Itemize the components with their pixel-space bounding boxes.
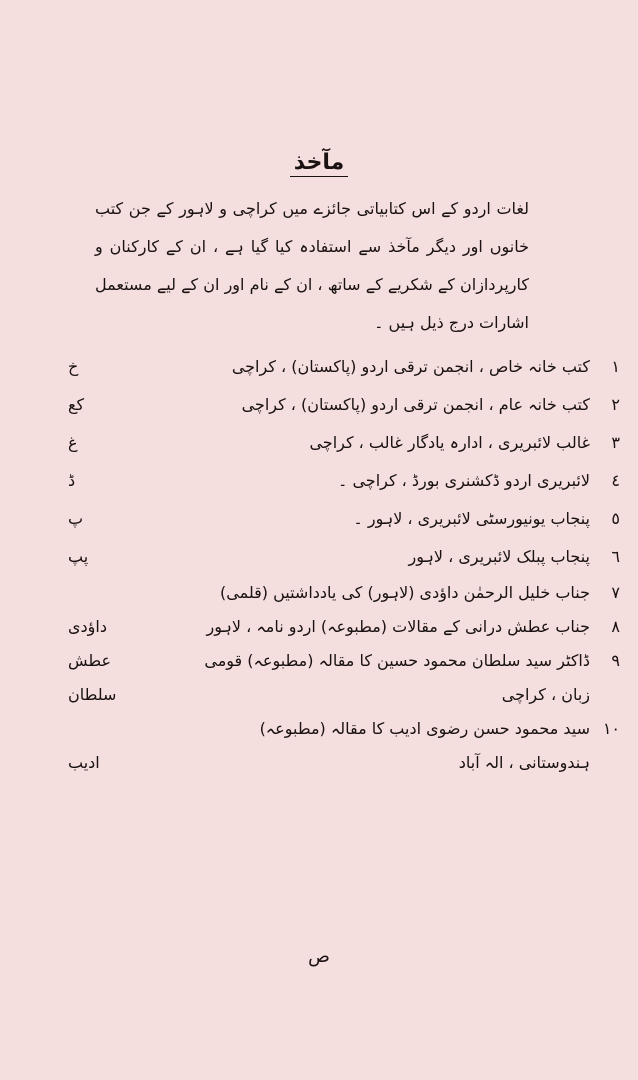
source-entry-8 [60,610,620,670]
entry-text: لائبریری اردو ڈکشنری بورڈ ، کراچی ۔ [338,471,590,490]
entry-number: ٤ [611,471,620,490]
entry-abbreviation: غ [68,433,78,452]
intro-text: لغات اردو کے اس کتابیاتی جائزے میں کراچی و لاہور کے جن کتب خانوں اور دیگر مآخذ سے استفادہ کیا گیا ہے ، ان کے کارکنان و کارپردازان کے شکریے کے ساتھ ، ان کے نام اور ان کے لیے مستعمل اشارات درج ذیل ہیں ۔ [95,199,529,332]
entry-text: غالب لائبریری ، ادارہ یادگار غالب ، کراچی [309,433,590,452]
entry-abbreviation: داؤدی [68,617,107,636]
source-entry-3 [60,424,620,462]
source-entry-9 [60,644,620,712]
entry-abbreviation: خ [68,357,79,376]
entry-number: ٦ [611,547,620,566]
intro-paragraph [95,190,565,342]
page-folio: ص [308,946,330,967]
source-entry-10 [60,712,620,780]
source-entry-5 [60,500,620,538]
entry-abbreviation: سلطان [68,685,117,704]
source-entry-1 [60,348,620,386]
entry-number: ٢ [611,395,620,414]
entry-number: ٥ [611,509,620,528]
entry-abbreviation: پپ [68,547,89,566]
entry-text: کتب خانہ خاص ، انجمن ترقی اردو (پاکستان) ، کراچی [231,357,590,376]
entry-text: ڈاکٹر سید سلطان محمود حسین کا مقالہ (مطبوعہ) قومی زبان ، کراچی [204,651,590,704]
entry-abbreviation: پ [68,509,84,528]
entry-text: جناب عطش درانی کے مقالات (مطبوعہ) اردو نامہ ، لاہور [206,617,590,636]
entry-abbreviation: عطش [68,651,112,670]
entry-abbreviation: ڈ [68,471,76,490]
entry-text: پنجاب یونیورسٹی لائبریری ، لاہور ۔ [353,509,590,528]
entry-text: پنجاب پبلک لائبریری ، لاہور [408,547,590,566]
entry-number: ١ [611,357,620,376]
entry-abbreviation: کع [68,395,85,414]
entry-text: سید محمود حسن رضوی ادیب کا مقالہ (مطبوعہ) ہندوستانی ، الہ آباد [259,719,590,772]
page-title-text: مآخذ [290,150,348,177]
entry-number: ٣ [611,433,620,452]
entry-text: جناب خلیل الرحمٰن داؤدی (لاہور) کی یادداشتیں (قلمی) [219,583,590,602]
entry-number: ٨ [611,617,620,636]
entry-number: ١٠ [602,719,620,738]
entry-text: کتب خانہ عام ، انجمن ترقی اردو (پاکستان) ، کراچی [241,395,590,414]
source-entry-6 [60,538,620,576]
source-entry-4 [60,462,620,500]
entry-number: ٧ [611,583,620,602]
entry-number: ٩ [611,651,620,670]
page-title [0,150,638,175]
entry-abbreviation: ادیب [68,753,100,772]
source-entry-2 [60,386,620,424]
sources-list [60,348,620,780]
